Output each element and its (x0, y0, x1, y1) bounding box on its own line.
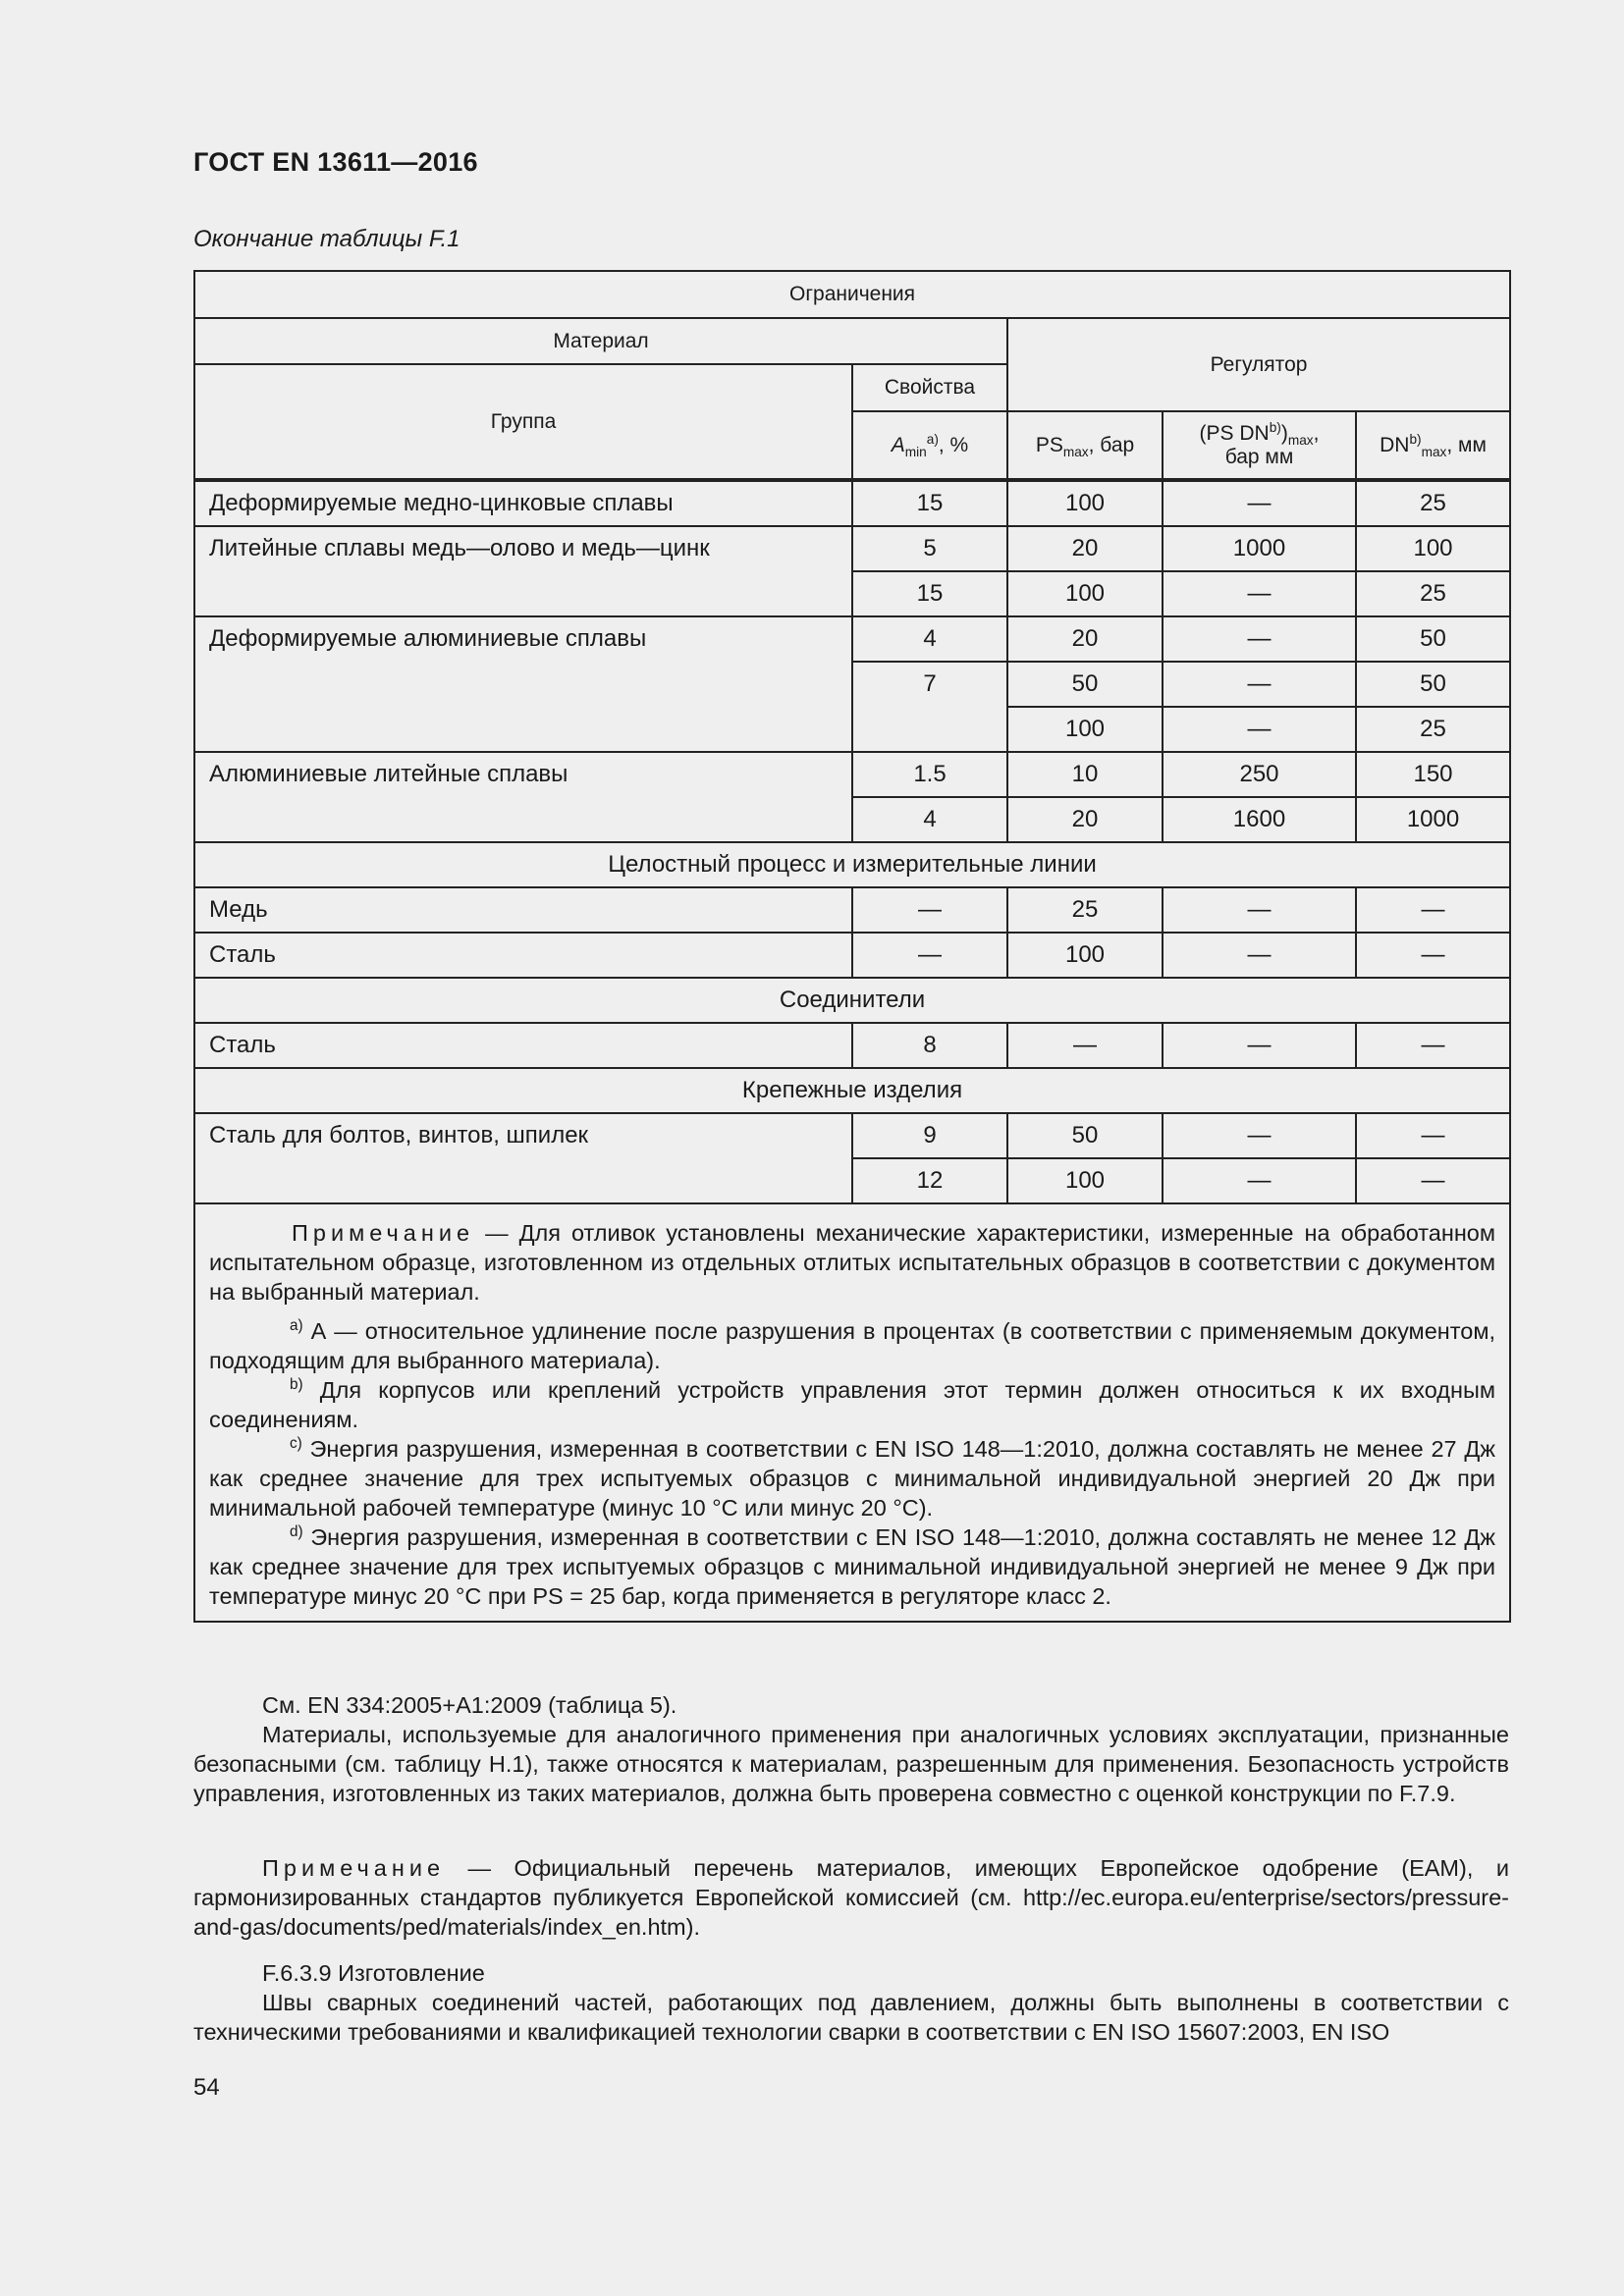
cell-amin: 15 (852, 480, 1007, 526)
cell-ps-max: — (1007, 1023, 1163, 1068)
footnote-c: $^{c)}$ Энергия разрушения, измеренная в соответствии с EN ISO 148—1:2010, должна составлять не менее 27 Дж как среднее значение для трех испытуемых образцов с минимальной индивидуальной энергией 20 Дж при минимальной рабочей температуре (минус 10 °С или минус 20 °С). (209, 1435, 1496, 1521)
cell-ps-dn-max: 1600 (1163, 797, 1356, 842)
cell-ps-dn-max: — (1163, 1158, 1356, 1203)
table-title: Ограничения (194, 271, 1510, 318)
header-ps-dn-max: (PS $DN^{b)})_{max}$, бар мм (1163, 411, 1356, 480)
group-name: Деформируемые медно-цинковые сплавы (194, 480, 852, 526)
footnote-d: $^{d)}$ Энергия разрушения, измеренная в соответствии с EN ISO 148—1:2010, должна составлять не менее 12 Дж как среднее значение для трех испытуемых образцов с минимальной индивидуальной энергией не менее 9 Дж при температуре минус 20 °С при PS = 25 бар, когда применяется в регуляторе класс 2. (209, 1523, 1496, 1609)
cell-ps-max: 25 (1007, 887, 1163, 933)
cell-ps-dn-max: — (1163, 480, 1356, 526)
paragraph: Материалы, используемые для аналогичного применения при аналогичных условиях эксплуатации, признанные безопасными (см. таблицу Н.1), также относятся к материалам, разрешенным для применения. Безопасность устройств управления, изготовленных из таких материалов, должна быть проверена совместно с оценкой конструкции по F.7.9. (193, 1722, 1509, 1806)
group-name: Деформируемые алюминиевые сплавы (194, 616, 852, 752)
cell-dn-max: — (1356, 1113, 1510, 1158)
cell-amin: 12 (852, 1158, 1007, 1203)
cell-ps-dn-max: — (1163, 662, 1356, 707)
cell-ps-max: 20 (1007, 526, 1163, 571)
cell-amin: 7 (852, 662, 1007, 752)
cell-amin: — (852, 933, 1007, 978)
body-note (193, 1853, 1509, 1942)
header-properties: Свойства (852, 364, 1007, 411)
cell-dn-max: 150 (1356, 752, 1510, 797)
cell-dn-max: 25 (1356, 480, 1510, 526)
cell-ps-dn-max: — (1163, 571, 1356, 616)
cell-ps-dn-max: — (1163, 616, 1356, 662)
group-name: Сталь (194, 933, 852, 978)
body-section-1 (193, 1690, 1509, 1808)
table-note: Примечание — Для отливок установлены механические характеристики, измеренные на обработанном испытательном образце, изготовленном из отдельных отлитых испытательных образцов в соответствии с документом на выбранный материал. (209, 1220, 1496, 1305)
cell-ps-dn-max: — (1163, 1113, 1356, 1158)
section-heading: Крепежные изделия (194, 1068, 1510, 1113)
section-heading: F.6.3.9 Изготовление (262, 1960, 485, 1986)
header-dn-max: $DN^{b)}_{max}$, мм (1356, 411, 1510, 480)
cell-ps-max: 100 (1007, 707, 1163, 752)
cell-ps-max: 50 (1007, 662, 1163, 707)
cell-amin: 15 (852, 571, 1007, 616)
cell-ps-max: 100 (1007, 933, 1163, 978)
cell-dn-max: 50 (1356, 662, 1510, 707)
paragraph: Швы сварных соединений частей, работающих под давлением, должны быть выполнены в соответствии с техническими требованиями и квалификацией технологии сварки в соответствии с EN ISO 15607:2003, EN ISO (193, 1990, 1509, 2045)
cell-ps-dn-max: — (1163, 707, 1356, 752)
cell-ps-max: 10 (1007, 752, 1163, 797)
cell-dn-max: — (1356, 933, 1510, 978)
cell-amin: 8 (852, 1023, 1007, 1068)
cell-dn-max: — (1356, 1023, 1510, 1068)
cell-amin: — (852, 887, 1007, 933)
page-number: 54 (193, 2074, 220, 2101)
cell-dn-max: 1000 (1356, 797, 1510, 842)
paragraph: Примечание — Официальный перечень материалов, имеющих Европейское одобрение (ЕАМ), и гармонизированных стандартов публикуется Европейской комиссией (см. http://ec.europa.eu/enterprise/sectors/pressure-and-gas/documents/ped/materials/index_en.htm). (193, 1855, 1509, 1940)
cell-dn-max: 25 (1356, 707, 1510, 752)
footnote-a: $^{a)}$ А — относительное удлинение после разрушения в процентах (в соответствии с применяемым документом, подходящим для выбранного материала). (209, 1317, 1496, 1373)
cell-ps-max: 100 (1007, 480, 1163, 526)
table-notes (194, 1203, 1510, 1622)
header-regulator: Регулятор (1007, 318, 1510, 411)
cell-dn-max: 50 (1356, 616, 1510, 662)
paragraph: См. EN 334:2005+A1:2009 (таблица 5). (262, 1692, 677, 1718)
cell-dn-max: 100 (1356, 526, 1510, 571)
limits-table (193, 270, 1511, 1623)
cell-amin: 1.5 (852, 752, 1007, 797)
cell-ps-max: 50 (1007, 1113, 1163, 1158)
cell-dn-max: 25 (1356, 571, 1510, 616)
cell-amin: 9 (852, 1113, 1007, 1158)
header-group: Группа (194, 364, 852, 480)
cell-ps-dn-max: 1000 (1163, 526, 1356, 571)
header-material: Материал (194, 318, 1007, 364)
cell-ps-max: 100 (1007, 571, 1163, 616)
cell-ps-max: 20 (1007, 616, 1163, 662)
body-section-2 (193, 1958, 1509, 2047)
section-heading: Соединители (194, 978, 1510, 1023)
group-name: Медь (194, 887, 852, 933)
group-name: Сталь (194, 1023, 852, 1068)
group-name: Сталь для болтов, винтов, шпилек (194, 1113, 852, 1203)
cell-dn-max: — (1356, 1158, 1510, 1203)
header-ps-max: $PS_{max}$, бар (1007, 411, 1163, 480)
group-name: Алюминиевые литейные сплавы (194, 752, 852, 842)
cell-amin: 5 (852, 526, 1007, 571)
table-caption: Окончание таблицы F.1 (193, 226, 460, 252)
cell-ps-dn-max: — (1163, 1023, 1356, 1068)
cell-ps-max: 100 (1007, 1158, 1163, 1203)
section-heading: Целостный процесс и измерительные линии (194, 842, 1510, 887)
cell-amin: 4 (852, 616, 1007, 662)
cell-dn-max: — (1356, 887, 1510, 933)
cell-ps-dn-max: 250 (1163, 752, 1356, 797)
document-header: ГОСТ EN 13611—2016 (193, 147, 478, 177)
footnote-b: $^{b)}$ Для корпусов или креплений устройств управления этот термин должен относиться к их входным соединениям. (209, 1376, 1496, 1432)
header-amin: $A_{min}^{a)}$, % (852, 411, 1007, 480)
cell-amin: 4 (852, 797, 1007, 842)
cell-ps-dn-max: — (1163, 887, 1356, 933)
cell-ps-max: 20 (1007, 797, 1163, 842)
cell-ps-dn-max: — (1163, 933, 1356, 978)
group-name: Литейные сплавы медь—олово и медь—цинк (194, 526, 852, 616)
